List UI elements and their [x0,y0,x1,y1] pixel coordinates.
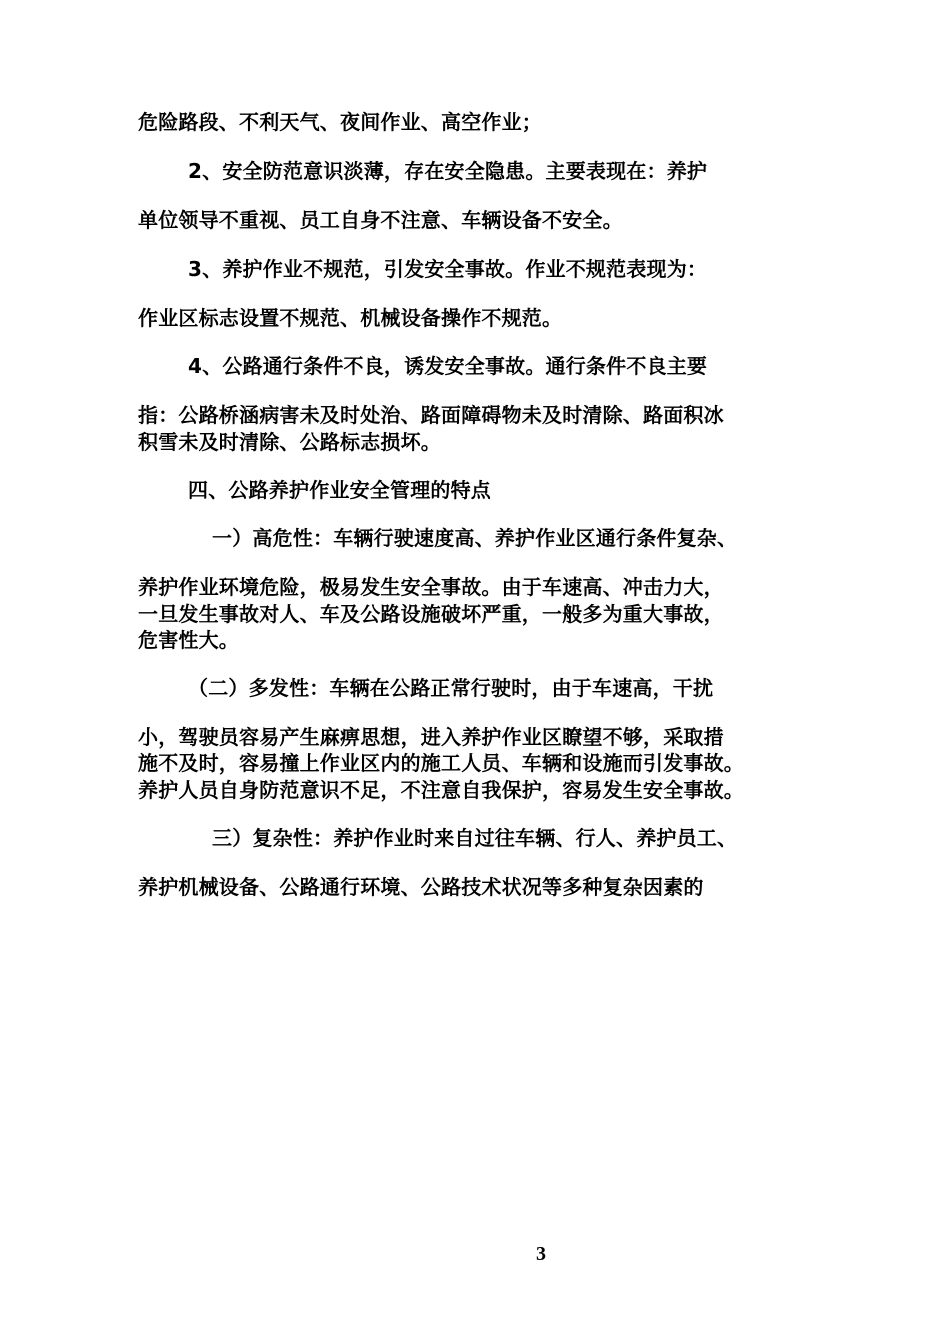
text-line: 施不及时，容易撞上作业区内的施工人员、车辆和设施而引发事故。 [138,751,744,775]
section-heading: 四、公路养护作业安全管理的特点 [188,478,491,502]
text-line: 养护作业环境危险，极易发生安全事故。由于车速高、冲击力大， [138,575,724,599]
text-line: 4、公路通行条件不良，诱发安全事故。通行条件不良主要 [188,354,708,378]
text-line: 养护人员自身防范意识不足，不注意自我保护，容易发生安全事故。 [138,778,744,802]
text-line: 危险路段、不利天气、夜间作业、高空作业； [138,110,542,134]
text-line: 小，驾驶员容易产生麻痹思想，进入养护作业区瞭望不够，采取措 [138,725,724,749]
text-line: 危害性大。 [138,628,239,652]
text-line: 3、养护作业不规范，引发安全事故。作业不规范表现为： [188,257,708,281]
text-line: 作业区标志设置不规范、机械设备操作不规范。 [138,306,563,330]
text-line: 一）高危性：车辆行驶速度高、养护作业区通行条件复杂、 [212,526,738,550]
text-line: 积雪未及时清除、公路标志损坏。 [138,430,441,454]
text-line: 养护机械设备、公路通行环境、公路技术状况等多种复杂因素的 [138,875,704,899]
text-line: 三）复杂性：养护作业时来自过往车辆、行人、养护员工、 [212,826,738,850]
text-line: 指：公路桥涵病害未及时处治、路面障碍物未及时清除、路面积冰 [138,403,724,427]
page-number: 3 [536,1243,546,1265]
text-line: 2、安全防范意识淡薄，存在安全隐患。主要表现在：养护 [188,159,708,183]
text-line: 单位领导不重视、员工自身不注意、车辆设备不安全。 [138,208,623,232]
text-line: （二）多发性：车辆在公路正常行驶时，由于车速高，干扰 [188,676,714,700]
text-line: 一旦发生事故对人、车及公路设施破坏严重，一般多为重大事故， [138,602,724,626]
